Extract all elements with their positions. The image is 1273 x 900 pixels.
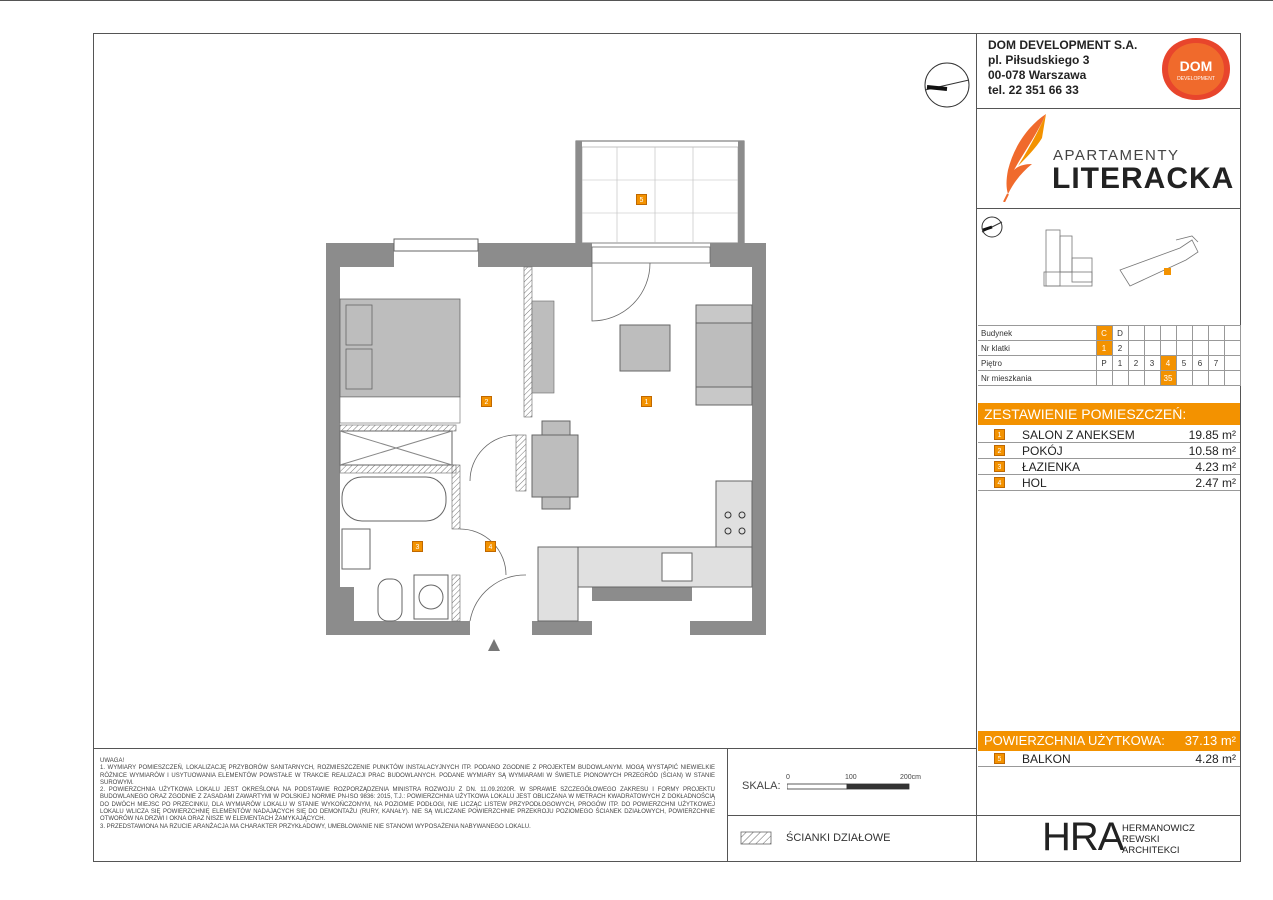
room-number: 2 [994, 445, 1005, 456]
floor-5: 5 [1176, 356, 1192, 371]
note-3: 3. PRZEDSTAWIONA NA RZUCIE ARANŻACJA MA CHARAKTER PRZYKŁADOWY, UMEBLOWANIE NIE STANOWI WYPOSAŻENIA NABYWANEGO LOKALU. [100, 823, 531, 830]
total-area-value: 37.13 m² [1184, 733, 1236, 748]
header-divider-1 [976, 108, 1241, 109]
building-d: D [1112, 326, 1128, 341]
balcony-row [978, 751, 1240, 767]
balcony-area: 4.28 m² [1195, 752, 1236, 766]
scale-tick-100: 100 [845, 774, 857, 781]
compass-icon [922, 60, 972, 110]
balcony-name: BALKON [1022, 752, 1071, 766]
plan-label-1: 1 [641, 396, 652, 407]
dom-logo-text: DOM [1179, 58, 1213, 74]
dom-development-logo [1158, 35, 1234, 103]
floor-1: 1 [1112, 356, 1128, 371]
header-divider-2 [976, 208, 1241, 209]
room-name: HOL [1022, 476, 1047, 490]
architect-name-2: REWSKI [1122, 834, 1160, 845]
row-apartment [978, 371, 1240, 386]
scale-label: SKALA: [742, 780, 781, 792]
partition-legend-swatch [740, 831, 772, 845]
plan-label-4: 4 [485, 541, 496, 552]
company-address-1: pl. Piłsudskiego 3 [988, 53, 1090, 67]
floor-label: Piętro [978, 356, 1096, 371]
staircase-1: 1 [1096, 341, 1112, 356]
floor-6: 6 [1192, 356, 1208, 371]
legend-divider [727, 815, 977, 816]
architect-name-3: ARCHITEKCI [1122, 845, 1180, 856]
total-area-label: POWIERZCHNIA UŻYTKOWA: [984, 733, 1165, 748]
key-plan [980, 212, 1238, 322]
feather-logo-icon [998, 112, 1054, 202]
floor-7: 7 [1208, 356, 1224, 371]
room-number: 3 [994, 461, 1005, 472]
row-staircase [978, 341, 1240, 356]
staircase-label: Nr klatki [978, 341, 1096, 356]
floor-plan [320, 135, 775, 655]
scale-tick-200: 200cm [900, 774, 922, 781]
staircase-2: 2 [1112, 341, 1128, 356]
company-name: DOM DEVELOPMENT S.A. [988, 38, 1138, 52]
room-area: 19.85 m² [1188, 428, 1236, 442]
plan-label-2: 2 [481, 396, 492, 407]
scale-divider [727, 748, 728, 862]
balcony-number: 5 [994, 753, 1005, 764]
note-1: 1. WYMIARY POMIESZCZEŃ, LOKALIZACJĘ PRZYBORÓW SANITARNYCH, ROZMIESZCZENIE PUNKTÓW INSTALACYJNYCH ITP. PODANO ZGODNIE Z PROJEKTEM BUDOWLANYM. MOGĄ WYSTĄPIĆ NIEWIELKIE RÓŻNICE WYMIARÓW I USYTUOWANIA ELEMENTÓW POWSTAŁE W TRAKCIE REALIZACJI PRAC BUDOWLANYCH. PODANE WYMIARY SĄ WYMIARAMI W ŚWIETLE PIONOWYCH PRZEGRÓD (ŚCIAN) W STANIE SUROWYM. [100, 765, 715, 786]
floor-2: 2 [1128, 356, 1144, 371]
company-address-2: 00-078 Warszawa [988, 68, 1087, 82]
room-number: 4 [994, 477, 1005, 488]
building-label: Budynek [978, 326, 1096, 341]
room-row [978, 443, 1240, 459]
balcony-area-plan [576, 141, 744, 243]
company-phone: tel. 22 351 66 33 [988, 83, 1079, 97]
side-panel-divider [976, 33, 977, 862]
room-number: 1 [994, 429, 1005, 440]
apartment-label: Nr mieszkania [978, 371, 1096, 386]
rooms-header: ZESTAWIENIE POMIESZCZEŃ: [978, 403, 1240, 425]
room-area: 10.58 m² [1188, 444, 1236, 458]
scale-bar [787, 782, 911, 792]
notes-title: UWAGA! [100, 758, 125, 764]
room-row [978, 475, 1240, 491]
notes-divider [93, 748, 977, 749]
room-row [978, 427, 1240, 443]
architect-logo: HRA [1042, 815, 1124, 859]
company-block [988, 38, 1137, 98]
total-area-bar [978, 731, 1240, 751]
room-area: 2.47 m² [1195, 476, 1236, 490]
room-area: 4.23 m² [1195, 460, 1236, 474]
project-title: LITERACKA [1052, 162, 1235, 195]
floor-3: 3 [1144, 356, 1160, 371]
building-c: C [1096, 326, 1112, 341]
architect-names [1122, 823, 1195, 856]
row-floor [978, 356, 1240, 371]
location-table [978, 325, 1241, 386]
architect-name-1: HERMANOWICZ [1122, 823, 1195, 834]
row-building [978, 326, 1240, 341]
room-row [978, 459, 1240, 475]
room-name: SALON Z ANEKSEM [1022, 428, 1135, 442]
plan-label-5: 5 [636, 194, 647, 205]
floor-4: 4 [1160, 356, 1176, 371]
floor-p: P [1096, 356, 1112, 371]
note-2: 2. POWIERZCHNIA UŻYTKOWA LOKALU JEST OKREŚLONA NA PODSTAWIE ROZPORZĄDZENIA MINISTRA ROZWOJU Z DN. 11.09.2020R. W SPRAWIE SZCZEGÓŁOWEGO ZAKRESU I FORMY PROJEKTU BUDOWLANEGO ORAZ ZGODNIE Z ZASADAMI ZAWARTYMI W POLSKIEJ NORMIE PN-ISO 9836: 2015, T.J.: POWIERZCHNIA UŻYTKOWA LOKALU JEST OBLICZANA W METRACH KWADRATOWYCH Z DOKŁADNOŚCIĄ DO DWÓCH MIEJSC PO PRZECINKU, DLA WYMIARÓW LOKALU W STANIE WYKOŃCZONYM, NA POZIOMIE PODŁOGI, NIE LICZĄC LISTEW PRZYPODŁOGOWYCH, PROGÓW ITP. DO POWIERZCHNI UŻYTKOWEJ LOKALU WLICZA SIĘ POWIERZCHNIĘ ELEMENTÓW NADAJĄCYCH SIĘ DO DEMONTAŻU (RURY, KANAŁY). NIE SĄ WLICZANE POWIERZCHNIE PRZEKROJU POZIOMEGO ŚCIANEK DZIAŁOWYCH, POWIERZCHNIE OTWORÓW NA DRZWI I OKNA ORAZ NISZE W ELEMENTACH ZAMYKAJĄCYCH. [100, 787, 715, 823]
plan-label-3: 3 [412, 541, 423, 552]
partition-legend-label: ŚCIANKI DZIAŁOWE [786, 832, 891, 844]
room-name: POKÓJ [1022, 444, 1063, 458]
top-edge [0, 0, 1273, 1]
dom-logo-sub: DEVELOPMENT [1177, 76, 1215, 82]
room-name: ŁAZIENKA [1022, 460, 1081, 474]
project-subtitle: APARTAMENTY [1053, 147, 1180, 164]
apartment-number: 35 [1160, 371, 1176, 386]
scale-tick-0: 0 [786, 774, 790, 781]
notes-block [100, 758, 715, 831]
